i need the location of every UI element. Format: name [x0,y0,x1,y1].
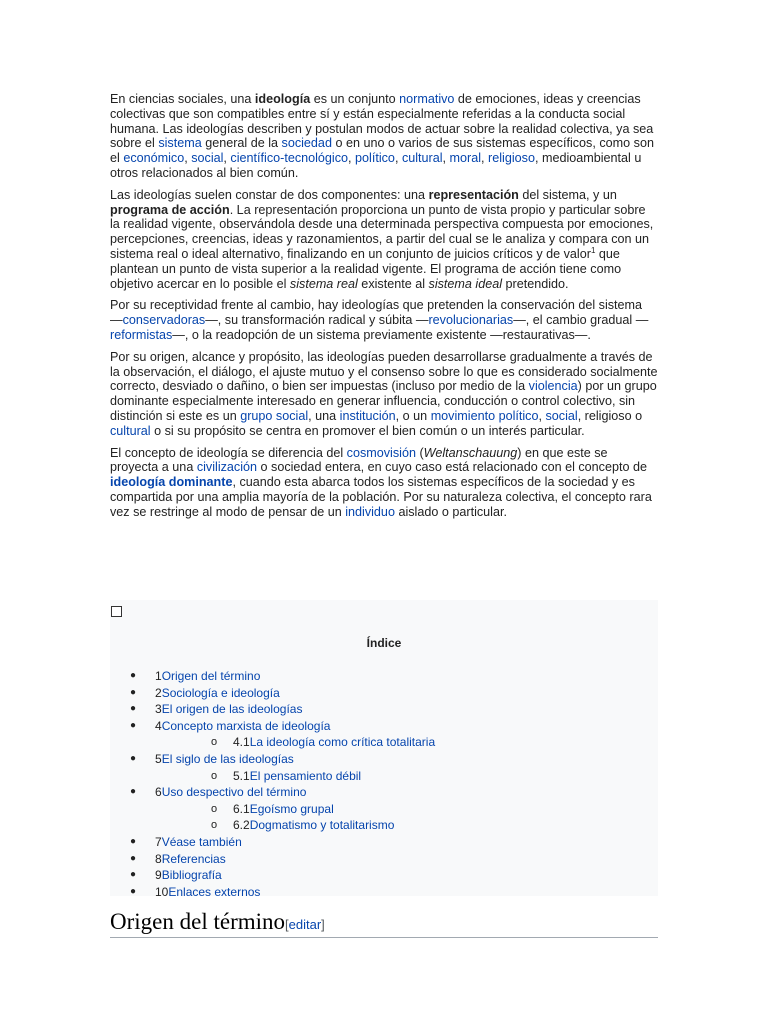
toc-entry [155,867,222,884]
toc-link[interactable]: Bibliografía [161,868,222,883]
toc-link[interactable]: Referencias [161,851,226,866]
bullet-icon: ● [130,670,137,681]
text-run: o en uno o varios de sus sistemas específicos, como son el [110,136,654,166]
link-institucion[interactable]: institución [339,408,396,423]
toc-entry [233,768,361,785]
toc-number: 6 [155,785,162,800]
bullet-icon: ● [130,885,137,897]
text-run: ) por un grupo dominante especialmente interesado en generar influencia, conducción o control colectivo, sin distinción si este es un [110,379,657,423]
edit-link[interactable]: editar [288,917,322,932]
link-social[interactable]: social [191,151,224,166]
bullet-icon: ● [130,703,137,715]
text-run: Por su receptividad frente al cambio, hay ideologías que pretenden la conservación del sistema — [110,298,643,328]
toc-number: 5.1 [233,768,250,783]
edit-bracket-close: ] [321,917,325,932]
bullet-icon: ● [130,869,137,881]
link-civilizacion[interactable]: civilización [196,460,258,475]
text-run: , medioambiental u otros relacionados al bien común. [110,151,642,180]
link-cientifico-tecnologico[interactable]: científico-tecnológico [230,151,349,166]
toc-number: 6.1 [233,801,250,816]
toc-entry [155,851,226,868]
text-run: —, su transformación radical y súbita — [205,313,429,328]
section-heading [110,908,658,938]
link-grupo-social[interactable]: grupo social [240,408,309,423]
text-run: , [348,151,356,166]
text-run: , religioso o [577,408,643,423]
footnote-reference[interactable]: 1 [590,245,596,255]
italic-term: Weltanschauung [423,445,518,460]
toc-number: 4.1 [233,735,250,750]
bullet-icon: o [211,802,218,815]
text-run: que plantean un punto de vista superior a la realidad vigente. El programa de acción tiene como objetivo acercar en lo posible el [110,246,622,291]
toc-number: 3 [155,702,162,717]
link-movimiento-politico[interactable]: movimiento político [430,408,539,423]
toc-number: 5 [155,751,162,766]
toc-number: 10 [155,884,169,899]
text-run: . La representación proporciona un punto de vista propio y particular sobre la realidad vigente, observándola desde una determinada perspectiva compuesta por emociones, percepciones, creencias, ideas y razonamientos, a partir del cual se le analiza y compara con un sistema real o ideal alternativo, finalizando en un conjunto de juicios críticos y de valor [110,202,654,261]
paragraph-intro [110,92,658,181]
toc-number: 8 [155,851,162,866]
table-of-contents [110,600,658,899]
link-revolucionarias[interactable]: revolucionarias [428,313,514,328]
toc-link[interactable]: Véase también [161,834,242,849]
paragraph-components [110,188,658,292]
link-sociedad[interactable]: sociedad [281,136,332,151]
text-run: existente al [357,276,429,291]
text-run: general de la [201,136,282,151]
link-ideologia-dominante[interactable]: ideología dominante [110,475,233,490]
text-run: es un conjunto [310,92,400,106]
bullet-icon: ● [130,786,137,798]
toc-item [110,768,658,785]
edit-bracket-open: [ [285,917,289,932]
link-reformistas[interactable]: reformistas [110,327,173,342]
toc-item [110,784,658,801]
link-violencia[interactable]: violencia [528,379,578,394]
toc-link[interactable]: Enlaces externos [168,884,261,899]
toc-entry [155,668,260,685]
paragraph-worldview [110,446,658,520]
bullet-icon: ● [130,719,137,731]
toc-item [110,851,658,868]
toc-link[interactable]: El pensamiento débil [249,768,362,783]
toc-link[interactable]: La ideología como crítica totalitaria [249,735,436,750]
link-conservadoras[interactable]: conservadoras [122,313,206,328]
edit-section [285,917,325,932]
toc-link[interactable]: El origen de las ideologías [161,702,303,717]
toc-item [110,884,658,901]
text-run: Por su origen, alcance y propósito, las ideologías pueden desarrollarse gradualmente a través de la observación, el diálogo, el ajuste mutuo y el consenso sobre lo que es considerado socialmente correcto, desviado o dañino, o bien ser impuestas (incluso por medio de la [110,349,658,394]
toc-number: 4 [155,718,162,733]
toc-list [110,668,658,900]
text-run: del sistema, y un [518,187,617,202]
toc-item [110,734,658,751]
toc-item [110,668,658,685]
text-run: , o un [395,408,431,423]
article-body [110,92,658,527]
toc-item [110,685,658,702]
toc-entry [233,817,394,834]
link-moral[interactable]: moral [449,151,482,166]
paragraph-origin [110,350,658,439]
italic-term: sistema ideal [428,276,503,291]
toc-number: 6.2 [233,818,250,833]
text-run: , cuando esta abarca todos los sistemas específicos de la sociedad y es compartida por una amplia mayoría de la población. Por su naturaleza colectiva, el concepto rara vez se restringe al modo de pensar de un [110,475,652,519]
text-run: , [223,151,231,166]
toc-item [110,701,658,718]
text-run: aislado o particular. [394,504,507,519]
text-run: El concepto de ideología se diferencia del [110,445,347,460]
text-run: o si su propósito se centra en promover el bien común o un interés particular. [150,423,585,438]
toc-item [110,834,658,851]
section-title: Origen del término [110,909,286,934]
bullet-icon: ● [130,686,137,698]
toc-link[interactable]: Dogmatismo y totalitarismo [249,818,395,833]
bullet-icon: ● [130,852,137,864]
text-run: , [394,151,402,166]
toc-item [110,751,658,768]
toc-entry [233,734,435,751]
toc-item [110,801,658,818]
toc-toggle-checkbox[interactable] [111,606,122,617]
toc-number: 1 [155,669,162,683]
text-run: Las ideologías suelen constar de dos componentes: una [110,187,429,202]
text-run: —, o la readopción de un sistema previamente existente —restaurativas—. [172,327,591,342]
paragraph-change [110,298,658,342]
toc-entry [155,718,330,735]
toc-item [110,867,658,884]
link-economico[interactable]: económico [123,151,185,166]
toc-link[interactable]: Origen del término [161,669,261,683]
bullet-icon: o [211,769,218,782]
text-run: , una [308,408,340,423]
toc-entry [155,685,280,702]
text-run: En ciencias sociales, una [110,92,255,106]
toc-item [110,817,658,834]
bullet-icon: o [211,819,218,832]
bold-term: representación [428,187,519,202]
toc-link[interactable]: Sociología e ideología [161,685,280,700]
link-cultural-2[interactable]: cultural [110,423,151,438]
bullet-icon: ● [130,835,137,847]
toc-entry [233,801,334,818]
toc-link[interactable]: El siglo de las ideologías [161,751,294,766]
link-religioso[interactable]: religioso [488,151,535,166]
text-run: ( [415,445,424,460]
bullet-icon: ● [130,752,137,764]
toc-number: 2 [155,685,162,700]
toc-title: Índice [366,636,402,650]
toc-entry [155,751,294,768]
link-social-2[interactable]: social [545,408,578,423]
text-run: pretendido. [502,276,569,291]
toc-entry [155,834,242,851]
toc-link[interactable]: Concepto marxista de ideología [161,718,331,733]
bold-term: programa de acción [110,202,230,217]
bullet-icon: o [211,736,218,749]
link-individuo[interactable]: individuo [345,504,395,519]
text-run: de emociones, ideas y creencias colectivas que son compatibles entre sí y están especialmente referidas a la conducta social humana. Las ideologías describen y postulan modos de actuar sobre la realidad colectiva, ya sea sobre el [110,92,654,151]
text-run: , [538,408,546,423]
link-cosmovision[interactable]: cosmovisión [346,445,416,460]
bold-term: ideología [254,92,311,106]
text-run: ) en que este se proyecta a una [110,445,608,475]
link-sistema[interactable]: sistema [158,136,202,151]
link-cultural[interactable]: cultural [401,151,443,166]
toc-entry [155,884,260,901]
text-run: , [442,151,450,166]
toc-entry [155,784,306,801]
italic-term: sistema real [289,276,358,291]
link-normativo[interactable]: normativo [399,92,455,106]
link-politico[interactable]: político [355,151,395,166]
toc-link[interactable]: Egoísmo grupal [249,801,334,816]
text-run: , [184,151,192,166]
toc-link[interactable]: Uso despectivo del término [161,785,307,800]
toc-entry [155,701,302,718]
text-run: , [481,151,489,166]
text-run: o sociedad entera, en cuyo caso está relacionado con el concepto de [257,460,648,475]
text-run: —, el cambio gradual — [513,313,649,328]
toc-number: 7 [155,834,162,849]
toc-item [110,718,658,735]
toc-number: 9 [155,868,162,883]
